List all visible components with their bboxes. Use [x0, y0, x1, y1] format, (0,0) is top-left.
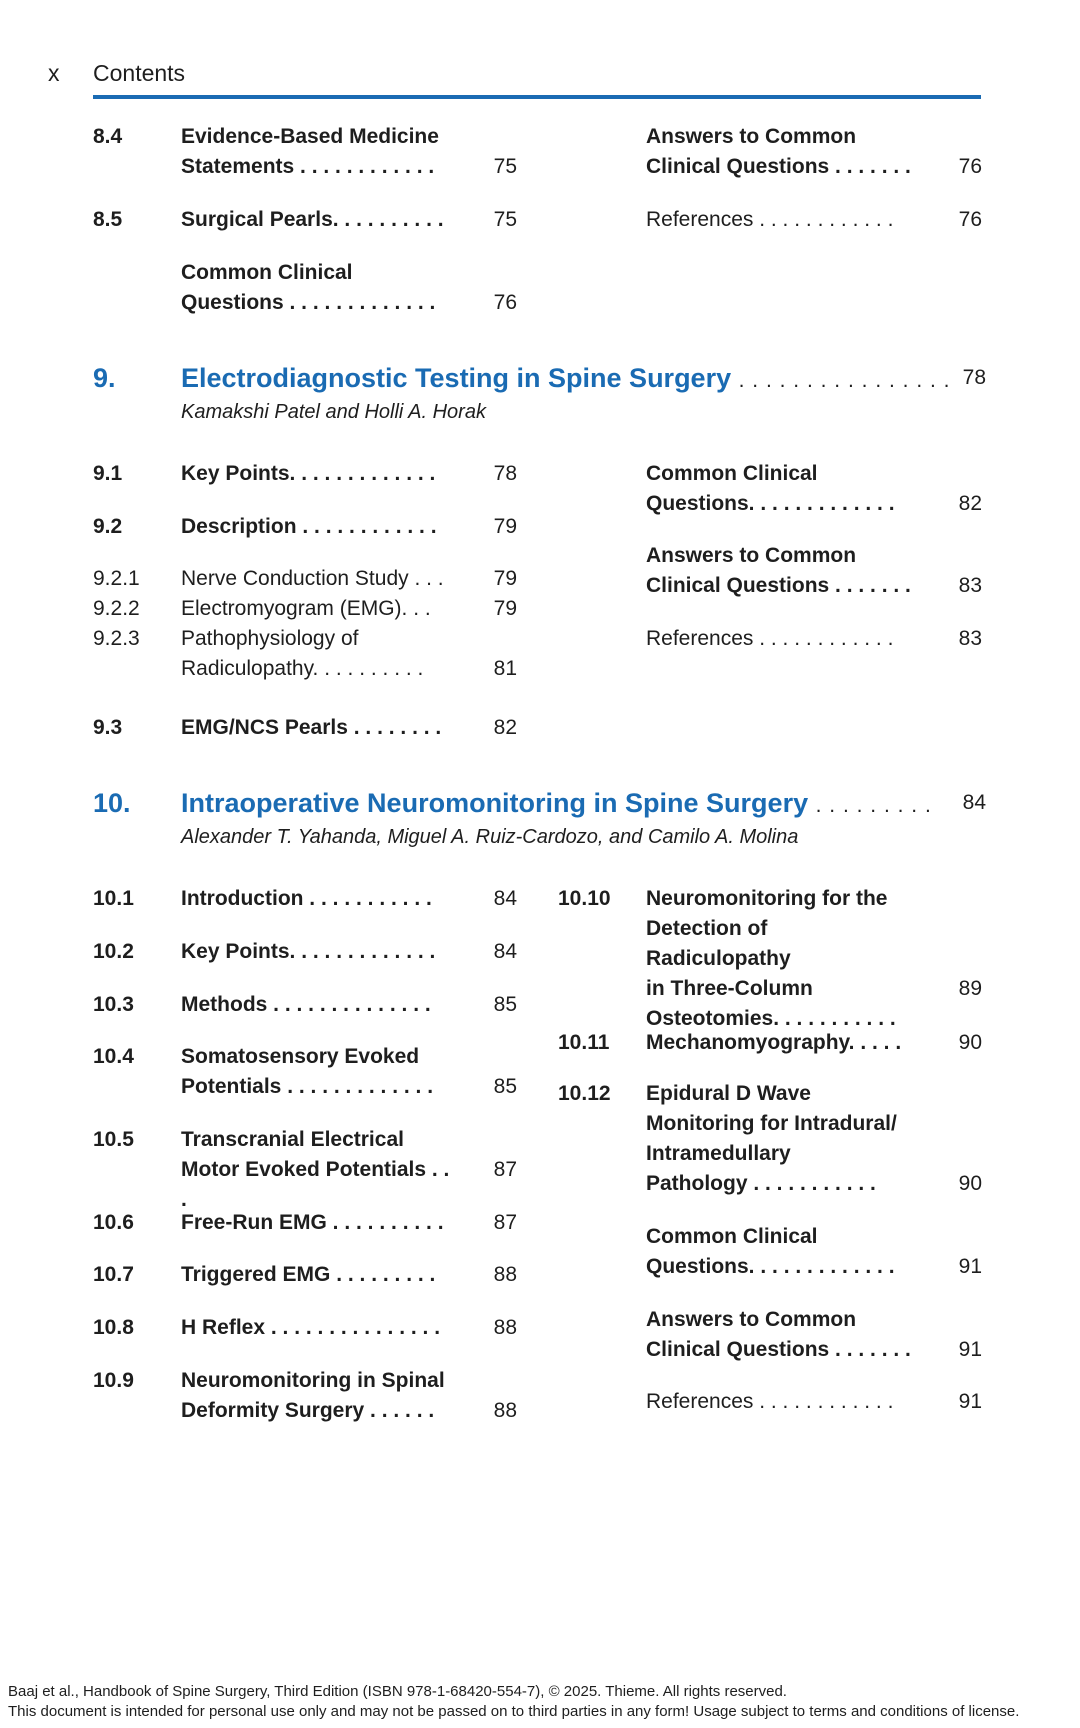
toc-title: References . . . . . . . . . . . . — [646, 627, 894, 650]
chapter-page: 78 — [962, 366, 986, 389]
toc-title: Common Clinical Questions . . . . . . . . . . . . . — [181, 261, 436, 314]
toc-page: 85 — [493, 993, 517, 1016]
toc-page: 76 — [958, 208, 982, 231]
toc-number: 9.2.2 — [93, 597, 140, 620]
chapter-title — [181, 363, 951, 394]
toc-page: 88 — [493, 1263, 517, 1286]
running-title: Contents — [93, 60, 186, 86]
toc-number: 8.5 — [93, 208, 123, 231]
toc-title: Key Points. . . . . . . . . . . . . — [181, 462, 436, 485]
toc-page: 75 — [493, 208, 517, 231]
leader-dots: . . . . . . . . . . . . . . . . — [738, 369, 951, 392]
toc-title: Surgical Pearls. . . . . . . . . . — [181, 208, 444, 231]
toc-title: Key Points. . . . . . . . . . . . . — [181, 940, 436, 963]
toc-number: 10.10 — [558, 887, 611, 910]
toc-title: Methods . . . . . . . . . . . . . . — [181, 993, 431, 1016]
toc-page: 82 — [958, 492, 982, 515]
toc-title: Transcranial Electrical Motor Evoked Potentials . . . — [181, 1128, 450, 1211]
toc-title: Answers to Common Clinical Questions . . . . . . . — [646, 544, 911, 597]
toc-page: 90 — [958, 1031, 982, 1054]
toc-page: 89 — [958, 977, 982, 1000]
toc-number: 10.6 — [93, 1211, 134, 1234]
toc-page: 76 — [958, 155, 982, 178]
footer-line-copyright: Baaj et al., Handbook of Spine Surgery, Third Edition (ISBN 978-1-68420-554-7), © 2025. Thieme. All rights reserved. — [8, 1683, 787, 1700]
toc-title: Neuromonitoring for the Detection of Radiculopathy in Three-Column Osteotomies. . . . . . . . . . . — [646, 887, 896, 1030]
toc-number: 10.1 — [93, 887, 134, 910]
toc-title: H Reflex . . . . . . . . . . . . . . . — [181, 1316, 441, 1339]
toc-title: Nerve Conduction Study . . . — [181, 567, 444, 590]
toc-page: 78 — [493, 462, 517, 485]
toc-number: 10.3 — [93, 993, 134, 1016]
toc-title: Introduction . . . . . . . . . . . — [181, 887, 432, 910]
toc-page: 83 — [958, 627, 982, 650]
toc-number: 9.3 — [93, 716, 123, 739]
toc-page: 84 — [493, 940, 517, 963]
chapter-title-text: Electrodiagnostic Testing in Spine Surgery — [181, 363, 732, 393]
toc-page: 75 — [493, 155, 517, 178]
toc-page: 79 — [493, 597, 517, 620]
toc-title: Common Clinical Questions. . . . . . . . . . . . . — [646, 462, 895, 515]
toc-number: 9.2.3 — [93, 627, 140, 650]
chapter-title-text: Intraoperative Neuromonitoring in Spine Surgery — [181, 788, 809, 818]
toc-number: 8.4 — [93, 125, 123, 148]
chapter-number: 9. — [93, 363, 116, 393]
toc-page: 79 — [493, 515, 517, 538]
footer-notice — [8, 1682, 1019, 1722]
toc-page: 91 — [958, 1390, 982, 1413]
chapter-page: 84 — [962, 791, 986, 814]
toc-page: 79 — [493, 567, 517, 590]
toc-number: 9.2.1 — [93, 567, 140, 590]
toc-title: Neuromonitoring in Spinal Deformity Surgery . . . . . . — [181, 1369, 445, 1422]
toc-page: 83 — [958, 574, 982, 597]
toc-title: Answers to Common Clinical Questions . . . . . . . — [646, 125, 911, 178]
toc-title: Free-Run EMG . . . . . . . . . . — [181, 1211, 444, 1234]
toc-title: References . . . . . . . . . . . . — [646, 208, 894, 231]
toc-page: 84 — [493, 887, 517, 910]
toc-title: Common Clinical Questions. . . . . . . . . . . . . — [646, 1225, 895, 1278]
toc-title: Triggered EMG . . . . . . . . . — [181, 1263, 436, 1286]
footer-line-license: This document is intended for personal use only and may not be passed on to third parties in any form! Usage subject to terms and conditions of license. — [8, 1703, 1020, 1720]
toc-page: 87 — [493, 1158, 517, 1181]
toc-title: Evidence-Based Medicine Statements . . . . . . . . . . . . — [181, 125, 439, 178]
toc-number: 10.8 — [93, 1316, 134, 1339]
toc-title: Pathophysiology of Radiculopathy. . . . . . . . . . — [181, 627, 424, 680]
toc-number: 9.1 — [93, 462, 123, 485]
toc-title: References . . . . . . . . . . . . — [646, 1390, 894, 1413]
chapter-number: 10. — [93, 788, 131, 818]
toc-title: EMG/NCS Pearls . . . . . . . . — [181, 716, 442, 739]
toc-title: Mechanomyography. . . . . — [646, 1031, 902, 1054]
toc-page: 90 — [958, 1172, 982, 1195]
chapter-title — [181, 788, 932, 819]
toc-number: 10.9 — [93, 1369, 134, 1392]
toc-number: 10.2 — [93, 940, 134, 963]
leader-dots: . . . . . . . . . — [815, 794, 932, 817]
toc-number: 10.4 — [93, 1045, 134, 1068]
toc-page: 81 — [493, 657, 517, 680]
toc-number: 10.5 — [93, 1128, 134, 1151]
toc-page: 87 — [493, 1211, 517, 1234]
toc-title: Description . . . . . . . . . . . . — [181, 515, 437, 538]
toc-page: 91 — [958, 1255, 982, 1278]
toc-page: 76 — [493, 291, 517, 314]
toc-page: 88 — [493, 1399, 517, 1422]
toc-title: Answers to Common Clinical Questions . . . . . . . — [646, 1308, 911, 1361]
toc-page: 82 — [493, 716, 517, 739]
toc-title: Epidural D Wave Monitoring for Intradural/ Intramedullary Pathology . . . . . . . . . . . — [646, 1082, 897, 1195]
chapter-authors: Alexander T. Yahanda, Miguel A. Ruiz-Cardozo, and Camilo A. Molina — [181, 826, 799, 848]
toc-number: 10.11 — [558, 1031, 610, 1054]
toc-title: Electromyogram (EMG). . . — [181, 597, 431, 620]
header-rule — [93, 95, 981, 99]
toc-page: 91 — [958, 1338, 982, 1361]
page-number-roman: x — [48, 60, 60, 86]
toc-page: 88 — [493, 1316, 517, 1339]
chapter-authors: Kamakshi Patel and Holli A. Horak — [181, 401, 486, 423]
toc-number: 10.12 — [558, 1082, 611, 1105]
toc-title: Somatosensory Evoked Potentials . . . . . . . . . . . . . — [181, 1045, 434, 1098]
toc-page: 85 — [493, 1075, 517, 1098]
toc-number: 9.2 — [93, 515, 123, 538]
toc-number: 10.7 — [93, 1263, 134, 1286]
